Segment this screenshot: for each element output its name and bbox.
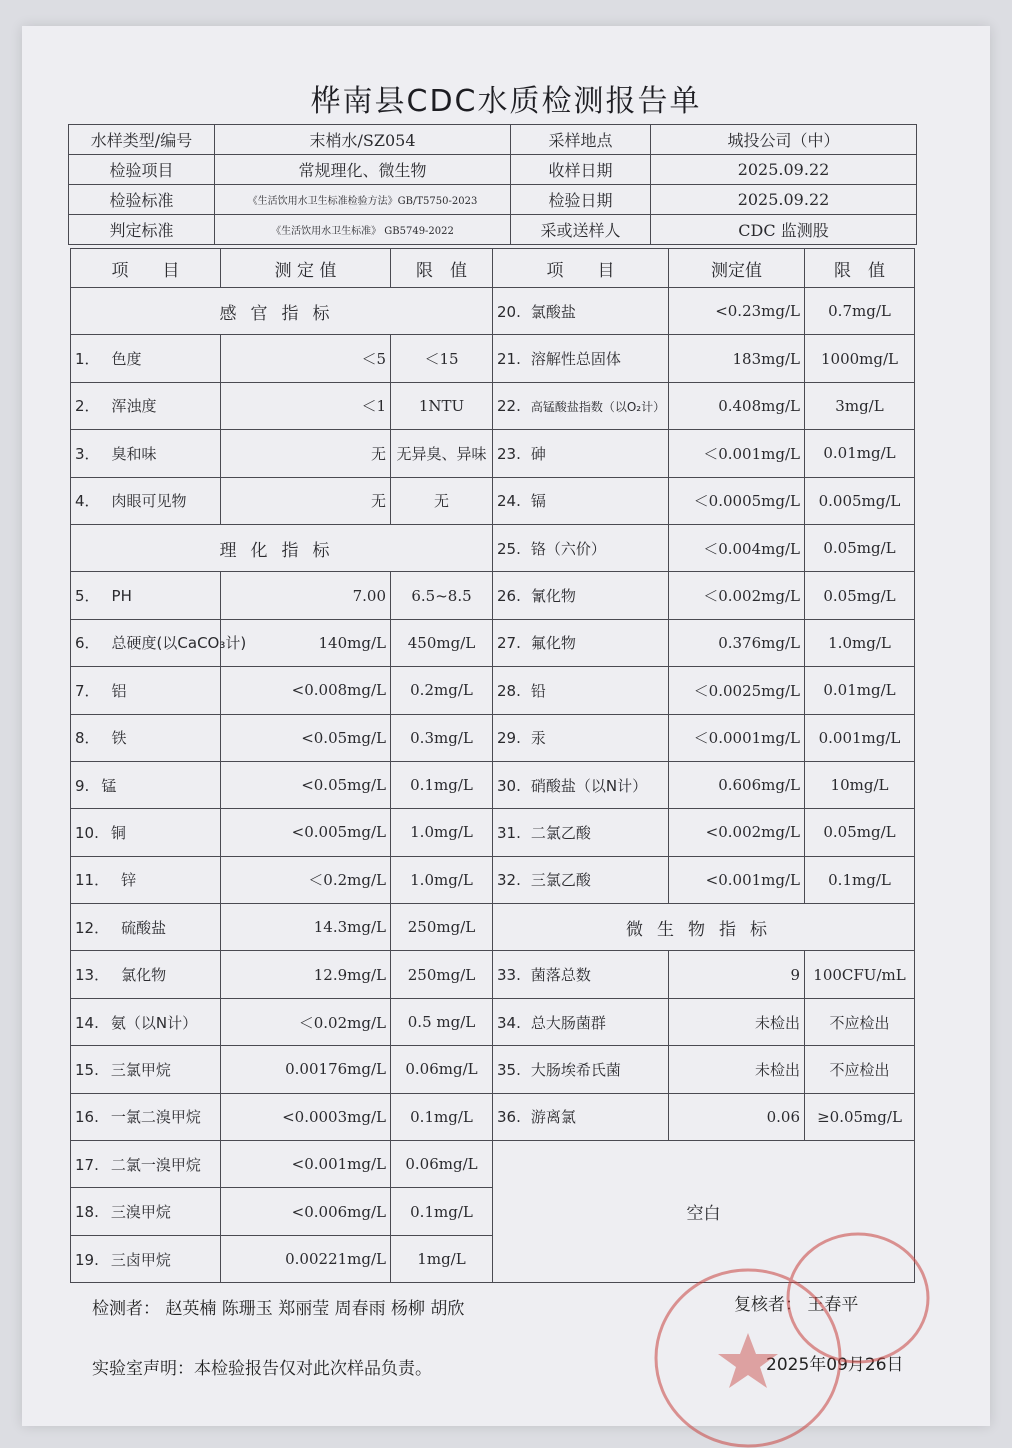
measured-value: ＜0.002mg/L [669, 572, 805, 619]
item-name: 三溴甲烷 [110, 1203, 171, 1222]
limit-value: 250mg/L [391, 951, 493, 998]
measured-value: <0.23mg/L [669, 288, 805, 335]
item-name: 肉眼可见物 [111, 492, 187, 511]
lab-statement: 实验室声明：本检验报告仅对此次样品负责。 [92, 1359, 432, 1379]
limit-value: 0.1mg/L [391, 1188, 493, 1235]
measured-value: ＜0.0005mg/L [669, 477, 805, 524]
item-number: 34. [497, 1013, 521, 1032]
blank-area: 空白 [493, 1141, 915, 1283]
measured-value: <0.05mg/L [221, 714, 391, 761]
item-number: 11． [75, 871, 110, 890]
item-number: 24. [497, 492, 521, 511]
item-number: 7． [75, 681, 100, 700]
limit-value: 无 [391, 477, 493, 524]
left-item [71, 714, 221, 761]
test-date-label: 检验日期 [511, 185, 651, 215]
item-number: 29. [497, 729, 521, 748]
table-row [71, 477, 915, 524]
item-number: 6． [75, 634, 100, 653]
right-item [493, 524, 669, 571]
limit-value: 0.001mg/L [805, 714, 915, 761]
section-header-sensory: 感官指标 [71, 288, 493, 335]
measured-value: <0.002mg/L [669, 809, 805, 856]
item-name: 硫酸盐 [121, 918, 167, 937]
item-number: 12． [75, 918, 110, 937]
item-name: 氯酸盐 [530, 302, 576, 321]
left-item [71, 1046, 221, 1093]
left-item [71, 856, 221, 903]
table-row [71, 335, 915, 382]
measured-value: ＜0.004mg/L [669, 524, 805, 571]
limit-value: 0.3mg/L [391, 714, 493, 761]
table-row [71, 619, 915, 666]
item-number: 26. [497, 587, 521, 606]
right-item [493, 998, 669, 1045]
item-number: 19. [75, 1250, 99, 1269]
item-name: 臭和味 [111, 444, 157, 463]
judge-value: 《生活饮用水卫生标准》 GB5749-2022 [215, 215, 511, 245]
right-item [493, 667, 669, 714]
header-measured-right: 测定值 [669, 249, 805, 288]
measured-value: 12.9mg/L [221, 951, 391, 998]
table-row [71, 667, 915, 714]
left-item [71, 619, 247, 666]
limit-value: 1NTU [391, 382, 493, 429]
left-item [71, 904, 221, 951]
item-number: 1． [75, 350, 100, 369]
measured-value: 183mg/L [669, 335, 805, 382]
measured-value: <0.001mg/L [669, 856, 805, 903]
measured-value: 0.00221mg/L [221, 1235, 391, 1282]
left-item [71, 809, 221, 856]
item-name: 游离氯 [530, 1108, 576, 1127]
measured-value: <0.001mg/L [221, 1141, 391, 1188]
sampler-value: CDC 监测股 [651, 215, 917, 245]
right-item [493, 335, 669, 382]
item-name: 三氯甲烷 [110, 1060, 171, 1079]
table-row [71, 572, 915, 619]
item-number: 3． [75, 444, 100, 463]
limit-value: 6.5~8.5 [391, 572, 493, 619]
measured-value: <0.0003mg/L [221, 1093, 391, 1140]
measured-value: ＜0.001mg/L [669, 430, 805, 477]
item-name: 色度 [111, 350, 142, 369]
item-name: 高锰酸盐指数（以O₂计） [530, 399, 666, 414]
table-row [71, 382, 915, 429]
item-name: 砷 [530, 444, 546, 463]
right-item [493, 1093, 669, 1140]
header-limit: 限 值 [391, 249, 493, 288]
limit-value: 0.01mg/L [805, 667, 915, 714]
judge-label: 判定标准 [69, 215, 215, 245]
left-item [71, 761, 221, 808]
item-number: 31. [497, 823, 521, 842]
item-name: 锰 [101, 776, 117, 795]
measured-value: <0.006mg/L [221, 1188, 391, 1235]
item-number: 8． [75, 729, 100, 748]
item-name: 氨（以N计） [110, 1013, 198, 1032]
limit-value: 不应检出 [805, 1046, 915, 1093]
item-number: 21. [497, 350, 521, 369]
item-name: 三氯乙酸 [530, 871, 591, 890]
table-row [71, 430, 915, 477]
header-measured: 测 定 值 [221, 249, 391, 288]
item-number: 20. [497, 302, 521, 321]
item-number: 36. [497, 1108, 521, 1127]
method-label: 检验标准 [69, 185, 215, 215]
item-name: 浑浊度 [111, 397, 157, 416]
receive-date-value: 2025.09.22 [651, 155, 917, 185]
measured-value: 未检出 [669, 1046, 805, 1093]
left-item [71, 477, 221, 524]
item-name: 铬（六价） [530, 539, 606, 558]
item-number: 32. [497, 871, 521, 890]
item-name: 二氯一溴甲烷 [110, 1155, 201, 1174]
measured-value: ＜0.02mg/L [221, 998, 391, 1045]
limit-value: ≥0.05mg/L [805, 1093, 915, 1140]
measured-value: <0.05mg/L [221, 761, 391, 808]
right-item [493, 477, 669, 524]
item-number: 5． [75, 587, 100, 606]
limit-value: 1.0mg/L [805, 619, 915, 666]
left-item [71, 430, 221, 477]
right-item [493, 856, 669, 903]
limit-value: 450mg/L [391, 619, 493, 666]
item-number: 4． [75, 492, 100, 511]
measured-value: 14.3mg/L [221, 904, 391, 951]
left-item [71, 998, 221, 1045]
limit-value: 0.06mg/L [391, 1046, 493, 1093]
right-item [493, 619, 669, 666]
item-number: 2． [75, 397, 100, 416]
item-name: PH [111, 587, 132, 606]
measured-value: 0.606mg/L [669, 761, 805, 808]
limit-value: 0.5 mg/L [391, 998, 493, 1045]
limit-value: 无异臭、异味 [391, 430, 493, 477]
measured-value: 140mg/L [221, 619, 391, 666]
item-name: 氰化物 [530, 587, 576, 606]
item-number: 15. [75, 1060, 99, 1079]
location-label: 采样地点 [511, 125, 651, 155]
header-limit-right: 限 值 [805, 249, 915, 288]
item-name: 铁 [111, 729, 127, 748]
testers-line: 检测者： 赵英楠 陈珊玉 郑丽莹 周春雨 杨柳 胡欣 [92, 1299, 465, 1319]
item-number: 16. [75, 1108, 99, 1127]
items-label: 检验项目 [69, 155, 215, 185]
limit-value: 250mg/L [391, 904, 493, 951]
right-item [493, 951, 669, 998]
left-item [71, 382, 221, 429]
item-number: 13． [75, 966, 110, 985]
measured-value: ＜0.0025mg/L [669, 667, 805, 714]
method-value: 《生活饮用水卫生标准检验方法》GB/T5750-2023 [215, 185, 511, 215]
table-row [71, 809, 915, 856]
item-name: 汞 [530, 729, 546, 748]
table-row [71, 524, 915, 571]
limit-value: 10mg/L [805, 761, 915, 808]
limit-value: 3mg/L [805, 382, 915, 429]
limit-value: ＜15 [391, 335, 493, 382]
left-item [71, 1235, 221, 1282]
limit-value: 1.0mg/L [391, 856, 493, 903]
reviewer-line: 复核者： 王春平 [734, 1295, 859, 1315]
item-number: 30. [497, 776, 521, 795]
section-header-physchem: 理化指标 [71, 524, 493, 571]
limit-value: 0.06mg/L [391, 1141, 493, 1188]
right-item [493, 572, 669, 619]
item-number: 23. [497, 444, 521, 463]
limit-value: 0.005mg/L [805, 477, 915, 524]
left-item [71, 667, 221, 714]
item-name: 一氯二溴甲烷 [110, 1108, 201, 1127]
results-table [70, 248, 915, 1283]
right-item [493, 761, 669, 808]
item-number: 14. [75, 1013, 99, 1032]
item-name: 大肠埃希氏菌 [530, 1060, 621, 1079]
item-number: 35. [497, 1060, 521, 1079]
official-seal-stamp [648, 1238, 916, 1438]
right-item [493, 288, 669, 335]
limit-value: 0.7mg/L [805, 288, 915, 335]
left-item [71, 951, 221, 998]
measured-value: 0.00176mg/L [221, 1046, 391, 1093]
limit-value: 0.1mg/L [391, 761, 493, 808]
item-name: 总大肠菌群 [530, 1013, 606, 1032]
limit-value: 0.2mg/L [391, 667, 493, 714]
limit-value: 0.1mg/L [805, 856, 915, 903]
sampler-label: 采或送样人 [511, 215, 651, 245]
item-name: 溶解性总固体 [530, 350, 621, 369]
location-value: 城投公司（中） [651, 125, 917, 155]
measured-value: 0.408mg/L [669, 382, 805, 429]
table-row [71, 761, 915, 808]
section-header-micro: 微生物指标 [493, 904, 915, 951]
sample-type-value: 末梢水/SZ054 [215, 125, 511, 155]
item-number: 9. [75, 776, 90, 795]
table-row [71, 288, 915, 335]
measured-value: <0.005mg/L [221, 809, 391, 856]
item-number: 10. [75, 823, 99, 842]
table-row [71, 998, 915, 1045]
table-row [71, 856, 915, 903]
header-item-right: 项 目 [493, 249, 669, 288]
right-item [493, 714, 669, 761]
limit-value: 不应检出 [805, 998, 915, 1045]
limit-value: 0.05mg/L [805, 524, 915, 571]
item-name: 二氯乙酸 [530, 823, 591, 842]
item-number: 17. [75, 1155, 99, 1174]
limit-value: 1.0mg/L [391, 809, 493, 856]
limit-value: 0.05mg/L [805, 572, 915, 619]
report-title: 桦南县CDC水质检测报告单 [310, 84, 702, 119]
table-row [71, 1141, 915, 1188]
item-number: 33. [497, 966, 521, 985]
item-name: 铅 [530, 681, 546, 700]
measured-value: ＜1 [221, 382, 391, 429]
item-name: 铝 [111, 681, 127, 700]
item-number: 28. [497, 681, 521, 700]
measured-value: 0.376mg/L [669, 619, 805, 666]
receive-date-label: 收样日期 [511, 155, 651, 185]
report-date: 2025年09月26日 [766, 1355, 904, 1375]
item-name: 镉 [530, 492, 546, 511]
left-item [71, 335, 221, 382]
table-row [71, 904, 915, 951]
table-row [71, 1093, 915, 1140]
measured-value: 9 [669, 951, 805, 998]
left-item [71, 1141, 221, 1188]
left-item [71, 1093, 221, 1140]
item-name: 氟化物 [530, 634, 576, 653]
test-date-value: 2025.09.22 [651, 185, 917, 215]
item-name: 总硬度(以CaCO₃计) [111, 634, 247, 653]
item-number: 27. [497, 634, 521, 653]
limit-value: 0.1mg/L [391, 1093, 493, 1140]
item-number: 22. [497, 396, 521, 415]
limit-value: 0.05mg/L [805, 809, 915, 856]
item-name: 硝酸盐（以N计） [530, 776, 648, 795]
measured-value: ＜5 [221, 335, 391, 382]
item-name: 铜 [110, 823, 126, 842]
right-item [493, 382, 669, 429]
item-number: 25. [497, 539, 521, 558]
limit-value: 1mg/L [391, 1235, 493, 1282]
measured-value: 无 [221, 430, 391, 477]
left-item [71, 1188, 221, 1235]
measured-value: 7.00 [221, 572, 391, 619]
right-item [493, 1046, 669, 1093]
item-name: 氯化物 [121, 966, 167, 985]
measured-value: ＜0.0001mg/L [669, 714, 805, 761]
right-item [493, 809, 669, 856]
measured-value: <0.008mg/L [221, 667, 391, 714]
item-name: 锌 [121, 871, 137, 890]
limit-value: 1000mg/L [805, 335, 915, 382]
header-item: 项 目 [71, 249, 221, 288]
sample-type-label: 水样类型/编号 [69, 125, 215, 155]
measured-value: 无 [221, 477, 391, 524]
item-name: 菌落总数 [530, 966, 591, 985]
item-name: 三卤甲烷 [110, 1250, 171, 1269]
limit-value: 100CFU/mL [805, 951, 915, 998]
info-table [68, 124, 917, 245]
item-number: 18. [75, 1203, 99, 1222]
table-row [71, 714, 915, 761]
measured-value: ＜0.2mg/L [221, 856, 391, 903]
limit-value: 0.01mg/L [805, 430, 915, 477]
measured-value: 未检出 [669, 998, 805, 1045]
right-item [493, 430, 669, 477]
table-row [71, 951, 915, 998]
table-row [71, 1046, 915, 1093]
left-item [71, 572, 221, 619]
items-value: 常规理化、微生物 [215, 155, 511, 185]
measured-value: 0.06 [669, 1093, 805, 1140]
results-rows [71, 288, 915, 1283]
